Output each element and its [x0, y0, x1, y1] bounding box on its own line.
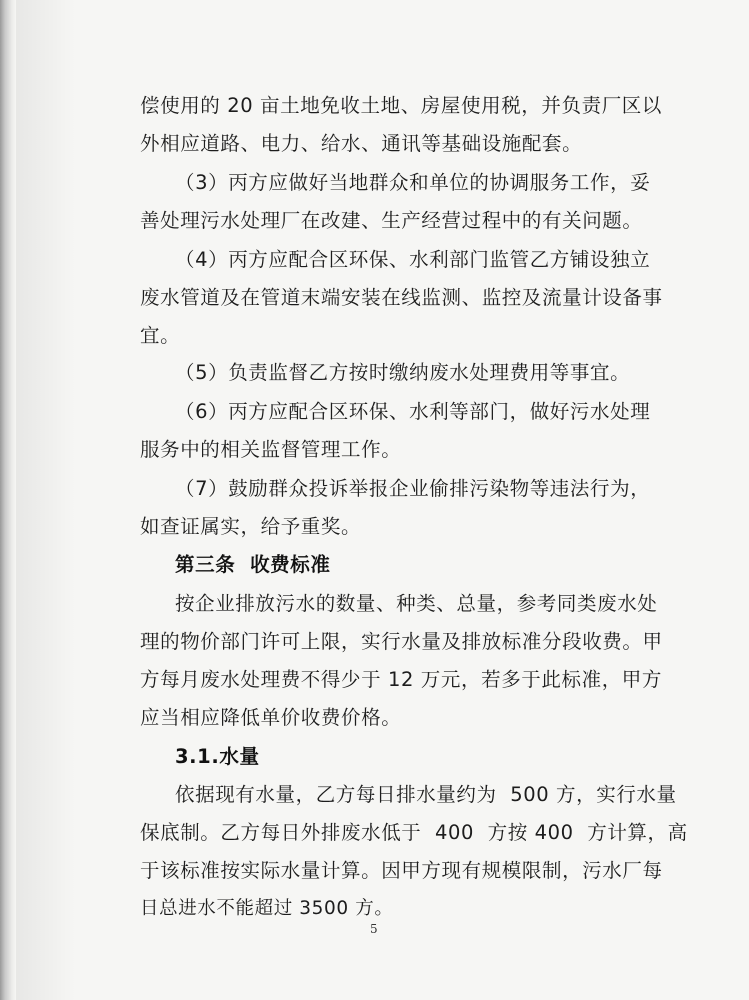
- text-line: 保底制。乙方每日外排废水低于 400 方按 400 方计算，高: [140, 821, 688, 844]
- text-line: （6）丙方应配合区环保、水利等部门，做好污水处理: [175, 400, 651, 423]
- text-line: 废水管道及在管道末端安装在线监测、监控及流量计设备事: [140, 286, 663, 309]
- page-shadow: [16, 0, 76, 1000]
- text-line: 方每月废水处理费不得少于 12 万元，若多于此标准，甲方: [140, 668, 663, 691]
- text-line: 服务中的相关监督管理工作。: [140, 438, 402, 461]
- text-line: （4）丙方应配合区环保、水利部门监管乙方铺设独立: [175, 248, 651, 271]
- text-line: 如查证属实，给予重奖。: [140, 515, 362, 538]
- text-line: 于该标准按实际水量计算。因甲方现有规模限制，污水厂每: [140, 859, 663, 882]
- text-line: 偿使用的 20 亩土地免收土地、房屋使用税，并负责厂区以: [140, 94, 663, 117]
- page-number: 5: [370, 922, 378, 936]
- section-heading: 第三条 收费标准: [175, 553, 331, 576]
- text-line: 按企业排放污水的数量、种类、总量，参考同类废水处: [175, 592, 658, 615]
- page-binding-edge: [0, 0, 16, 1000]
- text-line: 善处理污水处理厂在改建、生产经营过程中的有关问题。: [140, 209, 643, 232]
- text-line: 理的物价部门许可上限，实行水量及排放标准分段收费。甲: [140, 630, 663, 653]
- text-line: 宜。: [140, 324, 181, 347]
- text-line: 外相应道路、电力、给水、通讯等基础设施配套。: [140, 132, 583, 155]
- text-line: （5）负责监督乙方按时缴纳废水处理费用等事宜。: [175, 361, 631, 384]
- text-line: （3）丙方应做好当地群众和单位的协调服务工作，妥: [175, 171, 651, 194]
- text-line: 依据现有水量，乙方每日排水量约为 500 方，实行水量: [175, 783, 677, 806]
- text-line: （7）鼓励群众投诉举报企业偷排污染物等违法行为，: [175, 477, 651, 500]
- text-line: 日总进水不能超过 3500 方。: [140, 898, 394, 919]
- subsection-heading: 3.1.水量: [175, 745, 260, 768]
- text-line: 应当相应降低单价收费价格。: [140, 706, 402, 729]
